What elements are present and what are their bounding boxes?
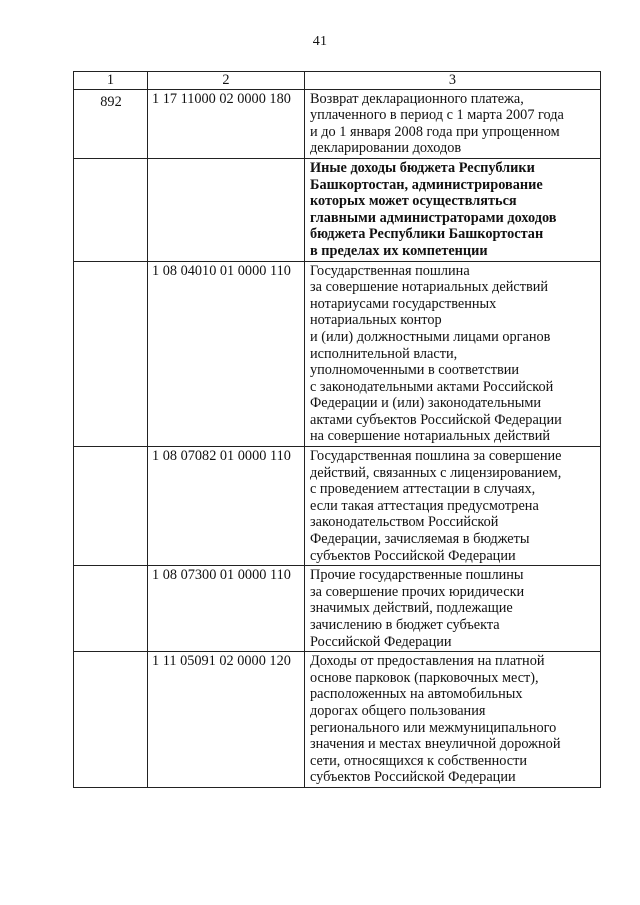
description-line: с законодательными актами Российской: [310, 378, 554, 395]
column-header-1: 1: [74, 72, 148, 90]
revenue-code: 1 08 04010 01 0000 110: [148, 261, 305, 447]
description-line: актами субъектов Российской Федерации: [310, 411, 562, 428]
section-heading-line: которых может осуществляться: [310, 193, 517, 210]
page-number: 41: [312, 34, 328, 49]
administrator-code: [74, 447, 148, 566]
description-line: с проведением аттестации в случаях,: [310, 481, 536, 498]
description-line: субъектов Российской Федерации: [310, 547, 516, 564]
description-line: нотариусами государственных: [310, 295, 497, 312]
description-line: субъектов Российской Федерации: [310, 769, 516, 786]
description-line: действий, связанных с лицензированием,: [310, 464, 562, 481]
description-line: зачислению в бюджет субъекта: [310, 617, 500, 633]
table-row: [74, 261, 601, 447]
column-header-2: 2: [148, 72, 305, 90]
description-line: Федерации, зачисляемая в бюджеты: [310, 531, 530, 548]
administrator-code: [74, 158, 148, 261]
revenue-description: [305, 566, 601, 652]
revenue-description: [305, 89, 601, 158]
description-line: Российской Федерации: [310, 633, 452, 650]
description-line: за совершение прочих юридически: [310, 583, 525, 600]
table-row: [74, 89, 601, 158]
description-line: Государственная пошлина за совершение: [310, 448, 562, 465]
revenue-code: [148, 158, 305, 261]
administrator-code: [74, 566, 148, 652]
description-line: исполнительной власти,: [310, 345, 458, 362]
description-line: регионального или межмуниципального: [310, 719, 557, 736]
description-line: Прочие государственные пошлины: [310, 567, 524, 584]
description-line: уполномоченными в соответствии: [310, 362, 520, 379]
description-line: дорогах общего пользования: [310, 702, 486, 719]
description-line: и (или) должностными лицами органов: [310, 328, 551, 345]
section-heading: [305, 158, 601, 261]
revenue-code: 1 08 07300 01 0000 110: [148, 566, 305, 652]
revenue-code: 1 08 07082 01 0000 110: [148, 447, 305, 566]
description-line: значения и местах внеуличной дорожной: [310, 736, 561, 753]
description-line: Доходы от предоставления на платной: [310, 653, 545, 670]
section-heading-line: главными администраторами доходов: [310, 209, 557, 226]
description-line: если такая аттестация предусмотрена: [310, 497, 539, 514]
description-line: и до 1 января 2008 года при упрощенном: [310, 123, 560, 140]
revenue-description: [305, 261, 601, 447]
administrator-code: 892: [74, 89, 148, 158]
description-line: уплаченного в период с 1 марта 2007 года: [310, 107, 564, 124]
description-line: законодательством Российской: [310, 514, 499, 531]
column-header-3: 3: [305, 72, 601, 90]
description-line: значимых действий, подлежащие: [310, 600, 513, 617]
description-line: сети, относящихся к собственности: [310, 752, 528, 769]
revenue-code: 1 17 11000 02 0000 180: [148, 89, 305, 158]
description-line: Федерации и (или) законодательными: [310, 395, 542, 412]
section-heading-line: Башкортостан, администрирование: [310, 176, 543, 193]
administrator-code: [74, 652, 148, 788]
revenue-codes-table: [73, 71, 601, 788]
administrator-code: [74, 261, 148, 447]
table-row: [74, 652, 601, 788]
table-row: [74, 447, 601, 566]
table-section-row: [74, 158, 601, 261]
revenue-description: [305, 447, 601, 566]
description-line: на совершение нотариальных действий: [310, 428, 551, 445]
description-line: расположенных на автомобильных: [310, 686, 523, 703]
description-line: за совершение нотариальных действий: [310, 279, 548, 296]
description-line: декларировании доходов: [310, 140, 462, 157]
description-line: основе парковок (парковочных мест),: [310, 669, 539, 686]
revenue-description: [305, 652, 601, 788]
description-line: Возврат декларационного платежа,: [310, 90, 524, 107]
section-heading-line: Иные доходы бюджета Республики: [310, 159, 535, 176]
description-line: нотариальных контор: [310, 312, 442, 329]
table-row: [74, 566, 601, 652]
table-header-row: [74, 72, 601, 90]
section-heading-line: бюджета Республики Башкортостан: [310, 226, 544, 243]
section-heading-line: в пределах их компетенции: [310, 242, 488, 259]
revenue-code: 1 11 05091 02 0000 120: [148, 652, 305, 788]
description-line: Государственная пошлина: [310, 262, 470, 279]
